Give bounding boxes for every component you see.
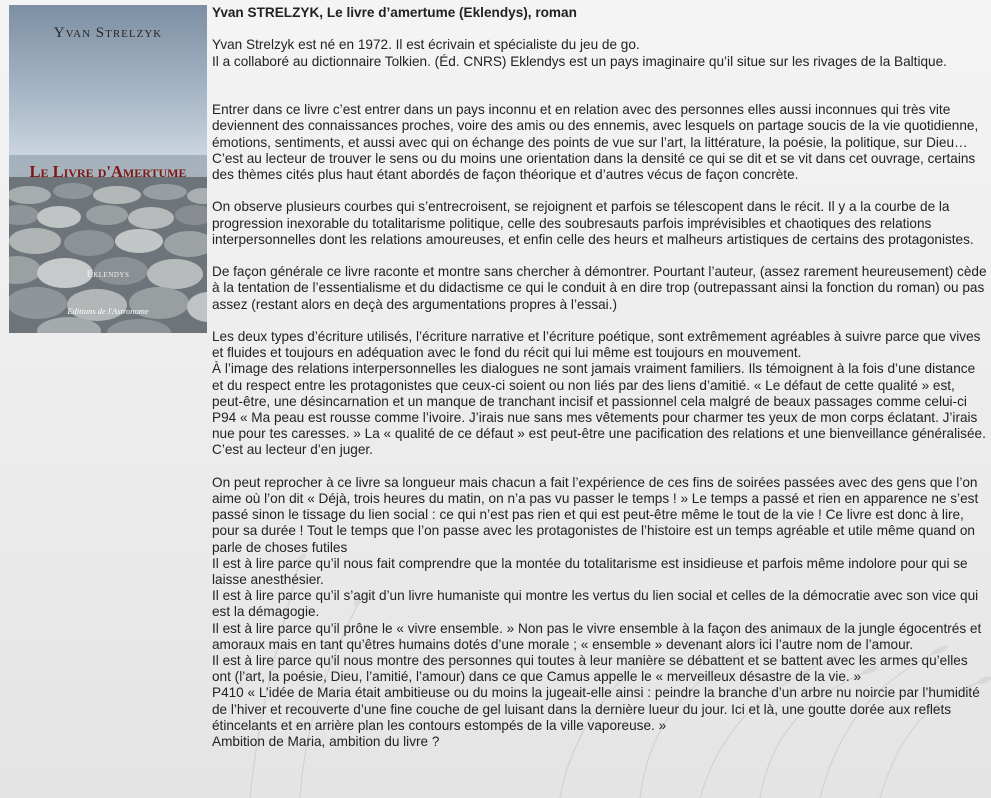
paragraph: Il est à lire parce qu’il s’agit d’un livre humaniste qui montre les vertus du lien social et celles de la démocratie avec son vice qui est la démagogie. xyxy=(212,588,979,620)
paragraph: De façon générale ce livre raconte et montre sans chercher à démontrer. Pourtant l’auteur, (assez rarement heureusement) cède à la tentation de l’essentialisme et du didactisme ce qui le conduit à en dire trop (outrepassant ainsi la fonction du roman) ou pas assez (restant alors en deçà des argumentations propres à l’essai.) xyxy=(212,264,987,312)
article-body xyxy=(212,5,987,750)
cover-publisher: Eklendys xyxy=(86,269,130,280)
book-cover xyxy=(9,5,207,333)
paragraph: Ambition de Maria, ambition du livre ? xyxy=(212,734,440,750)
paragraph: P410 « L’idée de Maria était ambitieuse ou du moins la jugeait-elle ainsi : peindre la branche d’un arbre nu noircie par l’humidité de l’hiver et recouverte d’une fine couche de gel luisant dans la dernière lueur du jour. Ici et là, une goutte dorée aux reflets étincelants et en arrière plan les contours estompés de la ville vaporeuse. » xyxy=(212,685,980,733)
paragraph: Il est à lire parce qu’il prône le « vivre ensemble. » Non pas le vivre ensemble à la façon des animaux de la jungle égocentrés et amoraux mais en tant qu’êtres humains dotés d’une morale ; « ensemble » devenant alors ici l’autre nom de l’amour. xyxy=(212,620,982,652)
cover-author: Yvan Strelzyk xyxy=(53,25,163,41)
paragraph: Il est à lire parce qu’il nous fait comprendre que la montée du totalitarisme est insidieuse et parfois même indolore pour qui se laisse anesthésier. xyxy=(212,555,968,588)
paragraph: À l’image des relations interpersonnelles les dialogues ne sont jamais vraiment familiers. Ils témoignent à la fois d’une distance et du respect entre les protagonistes que ceux-ci soient ou non liés par des liens d’amitié. « Le défaut de cette qualité » est, peut-être, une désincarnation et un manque de tranchant incisif et passionnel cela malgré de beaux passages comme celui-ci P94 « Ma peau est rousse comme l’ivoire. J’irais nue sans mes vêtements pour charmer tes yeux de mon corps éclatant. J’irais nue pour tes caresses. » La « qualité de ce défaut » est peut-être une pacification des relations et une bienveillance généralisée. C’est au lecteur d’en juger. xyxy=(212,361,986,458)
paragraph: C’est au lecteur de trouver le sens ou du moins une orientation dans la densité ce qui se dit et se vit dans cet ouvrage, certains des thèmes cités plus haut étant abordés de façon théorique et d’autres vécus de façon concrète. xyxy=(212,150,976,182)
cover-title: Le Livre d'Amertume xyxy=(29,162,187,181)
article-heading: Yvan STRELZYK, Le livre d’amertume (Eklendys), roman xyxy=(212,5,577,20)
paragraph: Entrer dans ce livre c’est entrer dans un pays inconnu et en relation avec des personnes elles aussi inconnues qui très vite deviennent des connaissances proches, voire des amis ou des ennemis, avec lesquels on partage soucis de la vie quotidienne, émotions, sentiments, et aussi avec qui on échange des points de vue sur l’art, la littérature, la poésie, la politique, sur Dieu… xyxy=(212,102,979,150)
cover-imprint: Editions de l'Astronome xyxy=(67,306,149,316)
paragraph: On observe plusieurs courbes qui s’entrecroisent, se rejoignent et parfois se télescopent dans le récit. Il y a la courbe de la progression inexorable du totalitarisme politique, celle des soubresauts parfois imprévisibles et chaotiques des relations interpersonnelles dont les relations amoureuses, et enfin celle des heurs et malheurs artistiques de certains des protagonistes. xyxy=(212,199,974,247)
paragraph: On peut reprocher à ce livre sa longueur mais chacun a fait l’expérience de ces fins de soirées passées avec des gens que l’on aime où l’on dit « Déjà, trois heures du matin, on n’a pas vu passer le temps ! » Le temps a passé et rien en apparence ne s’est passé sinon le tissage du lien social : ce qui n’est pas rien et qui est peut-être même le tout de la vie ! Ce livre est donc à lire, pour sa durée ! Tout le temps que l’on passe avec les protagonistes de l’histoire est un temps agréable et utile même quand on parle de choses futiles xyxy=(212,474,979,555)
paragraph: Il est à lire parce qu’il nous montre des personnes qui toutes à leur manière se débattent et se battent avec les armes qu’elles ont (l’art, la poésie, Dieu, l’amitié, l’amour) dans ce que Camus appelle le « merveilleux désastre de la vie. » xyxy=(212,653,968,685)
paragraph: Il a collaboré au dictionnaire Tolkien. (Éd. CNRS) Eklendys est un pays imaginaire qu’il situe sur les rivages de la Baltique. xyxy=(212,53,947,69)
paragraph: Yvan Strelzyk est né en 1972. Il est écrivain et spécialiste du jeu de go. xyxy=(212,37,640,53)
paragraph: Les deux types d’écriture utilisés, l’écriture narrative et l’écriture poétique, sont extrêmement agréables à suivre parce que vives et fluides et toujours en adéquation avec le fond du récit qui lui même est toujours en mouvement. xyxy=(212,328,981,361)
